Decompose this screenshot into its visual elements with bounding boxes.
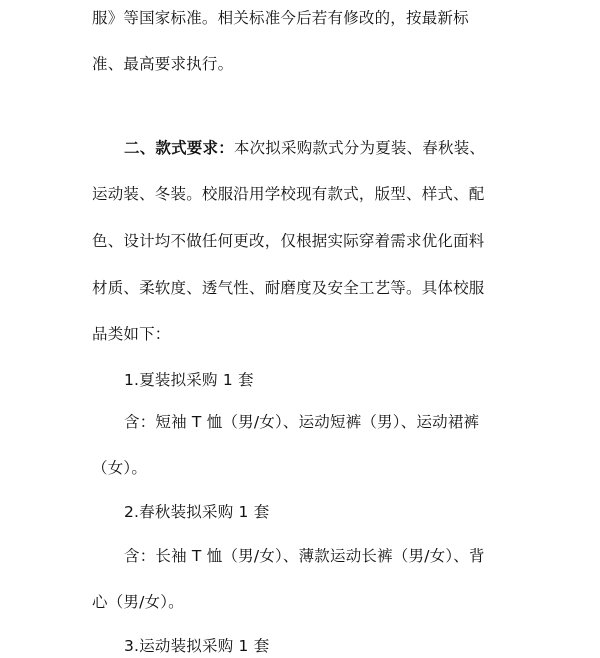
section-heading-line xyxy=(124,138,485,158)
section-heading: 二、款式要求： xyxy=(124,139,234,157)
paragraph-line: 准、最高要求执行。 xyxy=(92,55,234,73)
paragraph-line: 品类如下： xyxy=(92,325,171,343)
item-title: 1.夏装拟采购 1 套 xyxy=(124,371,254,389)
item-content: 含：短袖 T 恤（男/女）、运动短裤（男）、运动裙裤 xyxy=(124,413,480,431)
item-content: 含：长袖 T 恤（男/女）、薄款运动长裤（男/女）、背 xyxy=(124,547,485,565)
paragraph-line: 运动装、冬装。校服沿用学校现有款式，版型、样式、配 xyxy=(92,185,485,203)
paragraph-line: 色、设计均不做任何更改，仅根据实际穿着需求优化面料 xyxy=(92,232,485,250)
item-content: 心（男/女）。 xyxy=(92,593,184,611)
item-title: 3.运动装拟采购 1 套 xyxy=(124,637,270,655)
item-title: 2.春秋装拟采购 1 套 xyxy=(124,503,270,521)
item-content: （女）。 xyxy=(92,459,148,477)
paragraph-line: 服》等国家标准。相关标准今后若有修改的，按最新标 xyxy=(92,9,469,27)
section-intro-text: 本次拟采购款式分为夏装、春秋装、 xyxy=(233,139,486,157)
paragraph-line: 材质、柔软度、透气性、耐磨度及安全工艺等。具体校服 xyxy=(92,279,485,297)
